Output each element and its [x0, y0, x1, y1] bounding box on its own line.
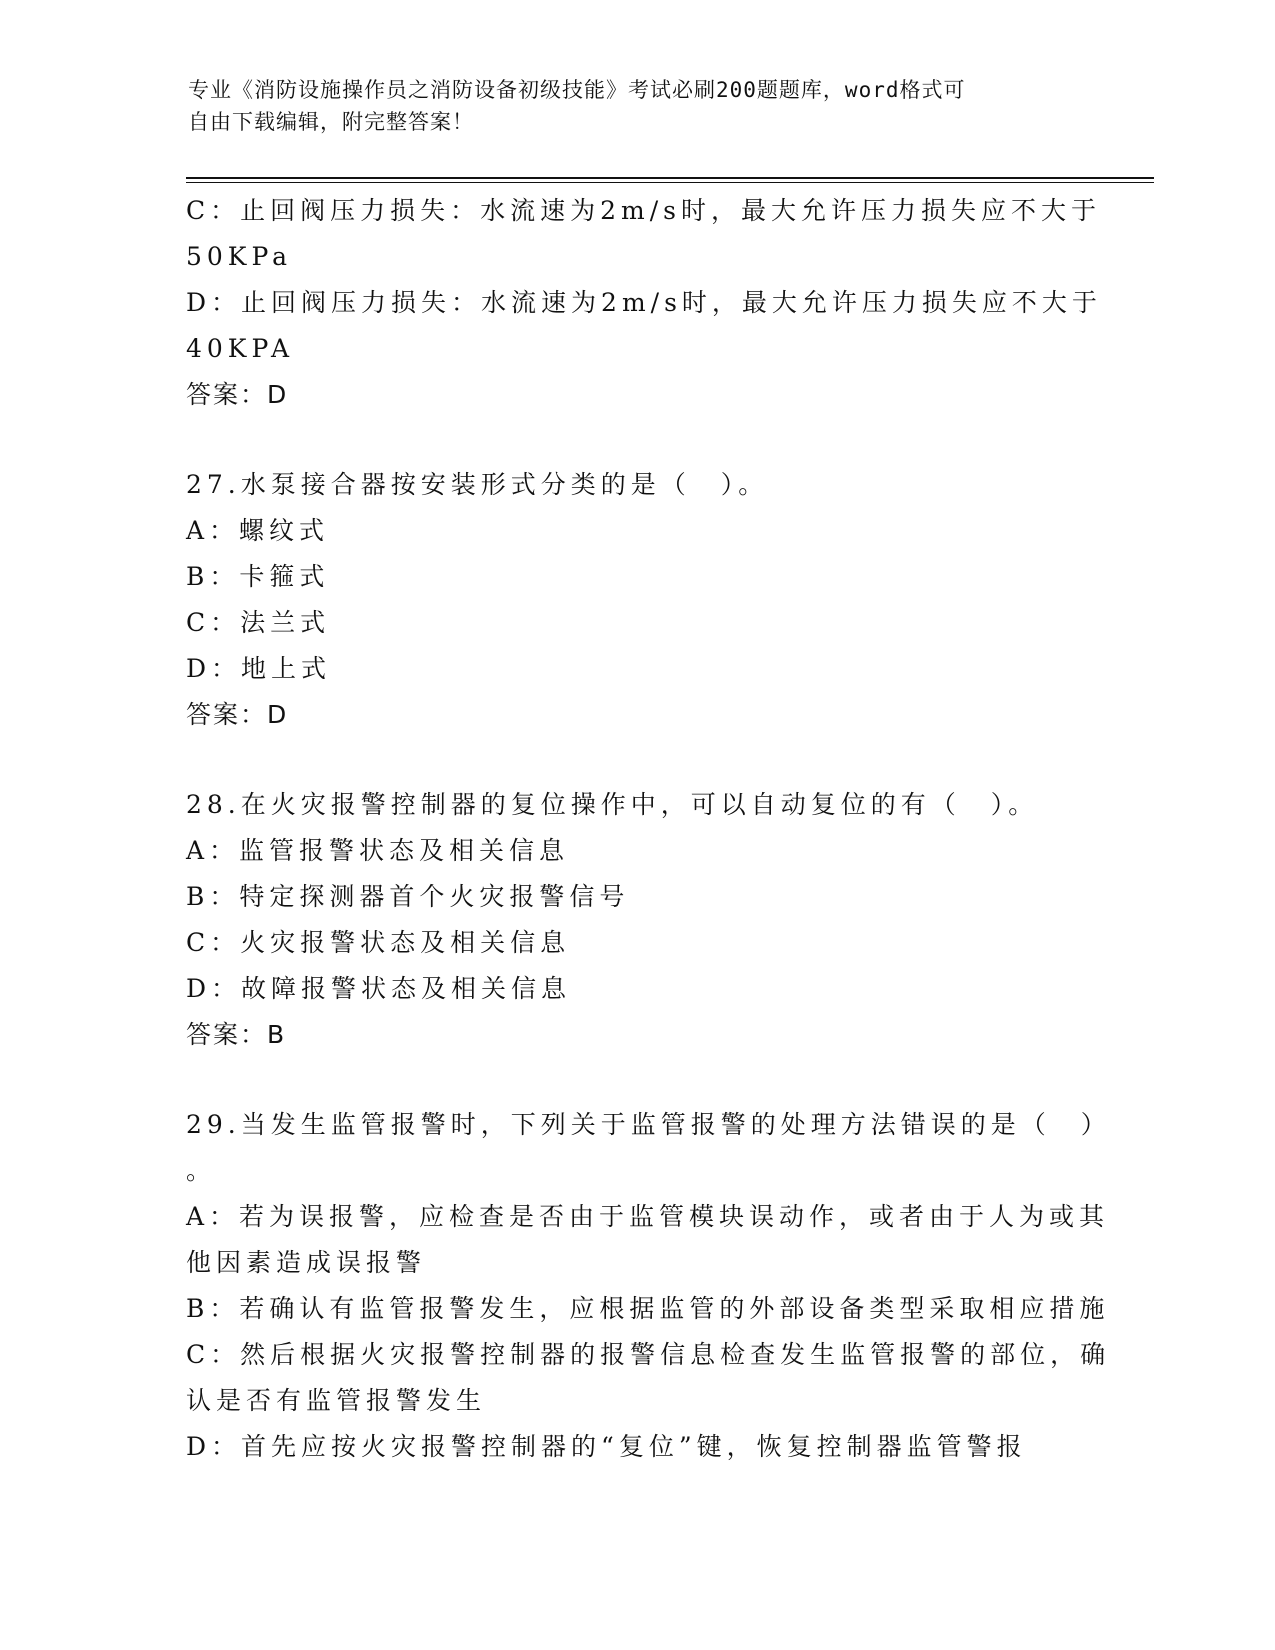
question-list — [186, 188, 1111, 1470]
header-title-line-2: 自由下载编辑，附完整答案！ — [188, 110, 474, 134]
option-d: D：地上式 — [186, 654, 332, 683]
question-block-26-continued — [186, 188, 1102, 418]
option-c: C：火灾报警状态及相关信息 — [186, 928, 571, 957]
header-divider-thin — [186, 182, 1154, 183]
option-c: C：法兰式 — [186, 608, 331, 637]
header-divider-thick — [186, 177, 1154, 179]
question-block-29 — [186, 1102, 1111, 1470]
option-c-line-1: C：然后根据火灾报警控制器的报警信息检查发生监管报警的部位，确 — [186, 1340, 1111, 1369]
option-a: A：监管报警状态及相关信息 — [186, 836, 570, 865]
question-block-28 — [186, 782, 1086, 1058]
answer-line: 答案：B — [186, 1020, 287, 1049]
option-b: B：若确认有监管报警发生，应根据监管的外部设备类型采取相应措施 — [186, 1294, 1110, 1323]
answer-line: 答案：D — [186, 700, 289, 729]
question-stem-line-1: 29.当发生监管报警时，下列关于监管报警的处理方法错误的是（ ） — [186, 1110, 1111, 1139]
question-stem: 28.在火灾报警控制器的复位操作中，可以自动复位的有（ ）。 — [186, 790, 1039, 819]
option-c-line-1: C：止回阀压力损失：水流速为2m/s时，最大允许压力损失应不大于 — [186, 196, 1101, 225]
spacer — [186, 738, 1086, 782]
spacer — [186, 1058, 1086, 1102]
option-d-line-1: D：止回阀压力损失：水流速为2m/s时，最大允许压力损失应不大于 — [186, 288, 1102, 317]
spacer — [186, 418, 1086, 462]
option-b: B：卡箍式 — [186, 562, 330, 591]
option-a: A：螺纹式 — [186, 516, 330, 545]
question-stem-line-2: 。 — [186, 1156, 217, 1185]
option-c-line-2: 认是否有监管报警发生 — [186, 1386, 487, 1415]
option-d-line-2: 40KPA — [186, 334, 295, 363]
option-a-line-1: A：若为误报警，应检查是否由于监管模块误动作，或者由于人为或其 — [186, 1202, 1110, 1231]
option-b: B：特定探测器首个火灾报警信号 — [186, 882, 630, 911]
header-title-line-1: 专业《消防设施操作员之消防设备初级技能》考试必刷200题题库，word格式可 — [188, 78, 966, 102]
option-c-line-2: 50KPa — [186, 242, 293, 271]
question-block-27 — [186, 462, 1086, 738]
option-d: D：故障报警状态及相关信息 — [186, 974, 572, 1003]
answer-line: 答案：D — [186, 380, 289, 409]
option-d: D：首先应按火灾报警控制器的“复位”键，恢复控制器监管警报 — [186, 1432, 1027, 1461]
option-a-line-2: 他因素造成误报警 — [186, 1248, 427, 1277]
document-header — [188, 74, 1068, 138]
question-stem: 27.水泵接合器按安装形式分类的是（ ）。 — [186, 470, 769, 499]
